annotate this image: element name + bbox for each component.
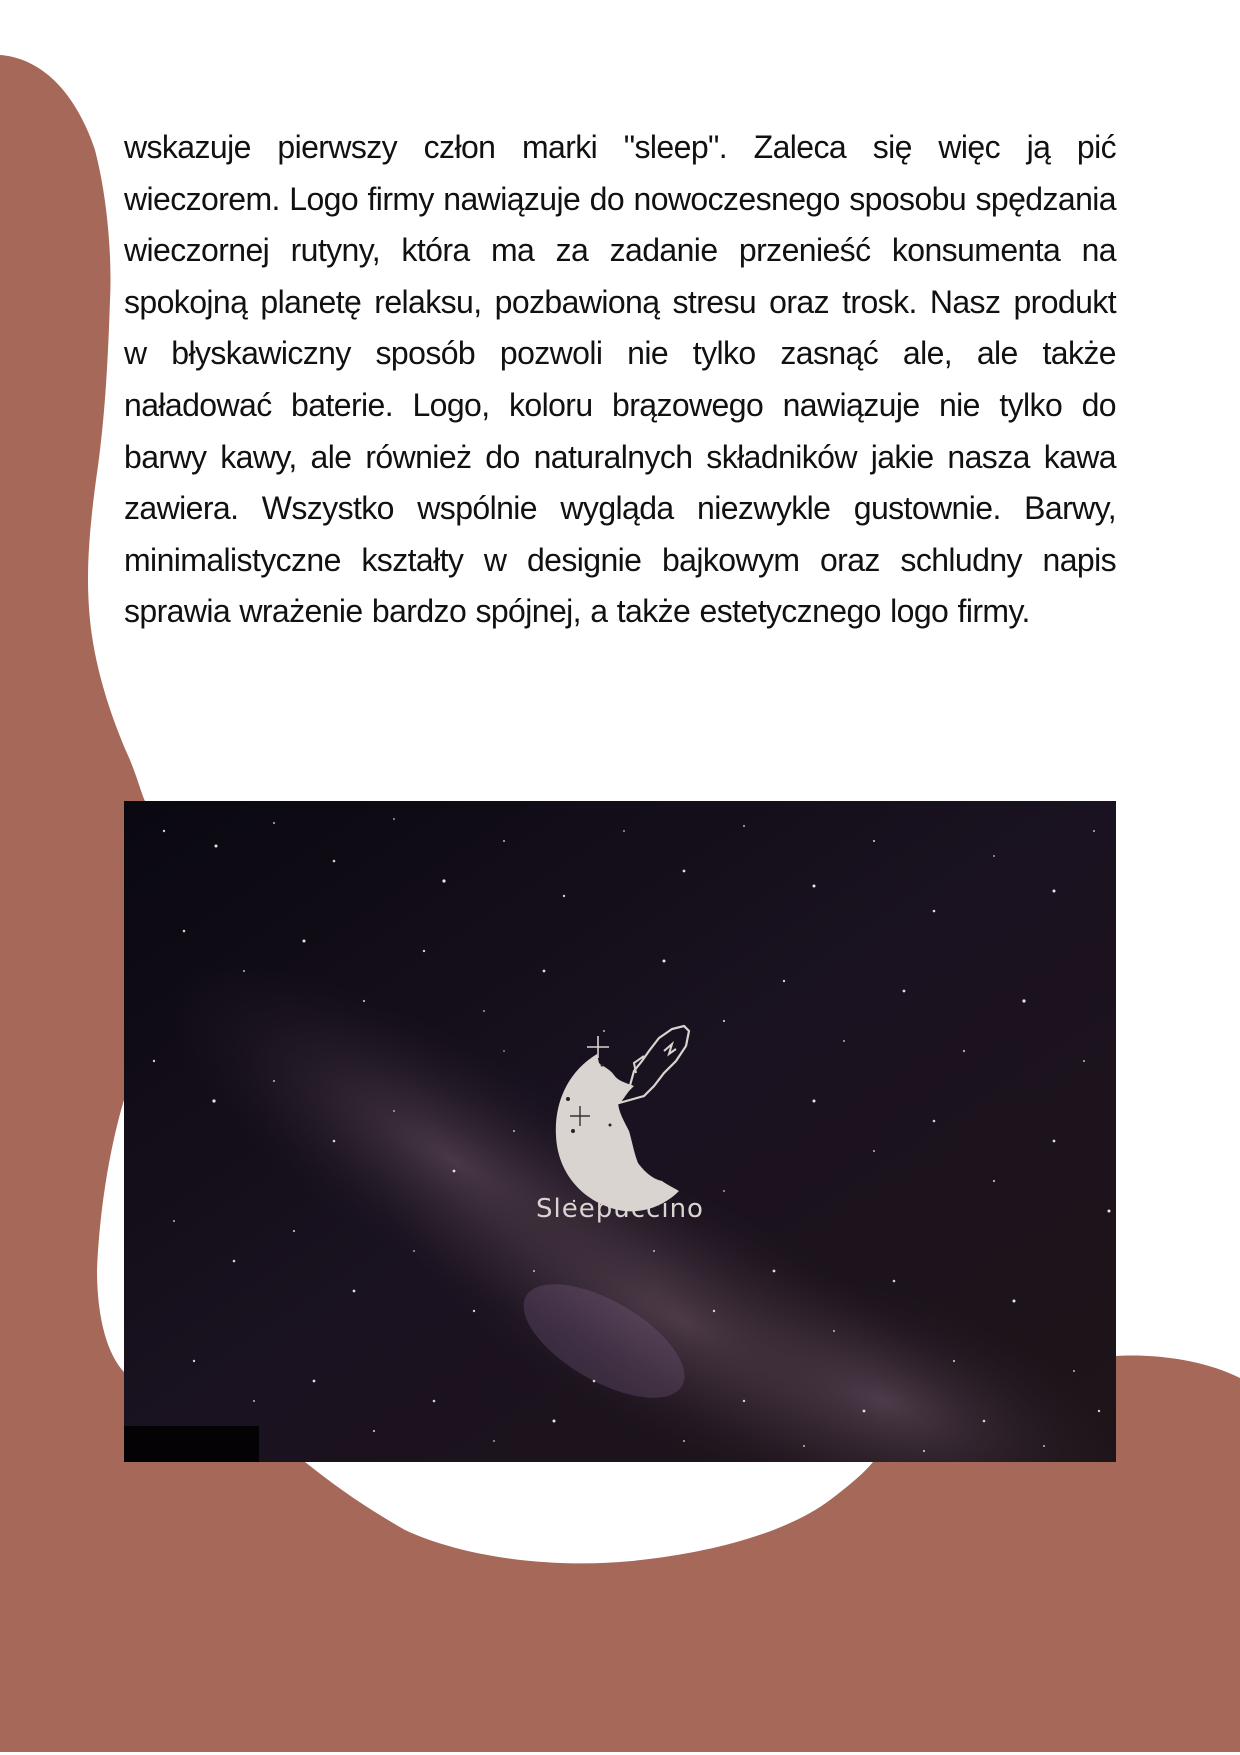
article-paragraph: wskazuje pierwszy człon marki "sleep". Zaleca się więc ją pić wieczorem. Logo firmy nawiązuje do nowoczesnego sposobu spędzania wieczornej rutyny, która ma za zadanie przenieść konsumenta na spokojną planetę relaksu, pozbawioną stresu oraz trosk. Nasz produkt w błyskawiczny sposób pozwoli nie tylko zasnąć ale, ale także naładować baterie. Logo, koloru brązowego nawiązuje nie tylko do barwy kawy, ale również do naturalnych składników jakie nasza kawa zawiera. Wszystko wspólnie wygląda niezwykle gustownie. Barwy, minimalistyczne kształty w designie bajkowym oraz schludny napis sprawia wrażenie bardzo spójnej, a także estetycznego logo firmy. — [124, 129, 1116, 630]
starry-sky-background — [124, 801, 1116, 1462]
logo-presentation-image — [124, 801, 1116, 1462]
logo-wordmark: Sleepuccino — [536, 1194, 704, 1224]
